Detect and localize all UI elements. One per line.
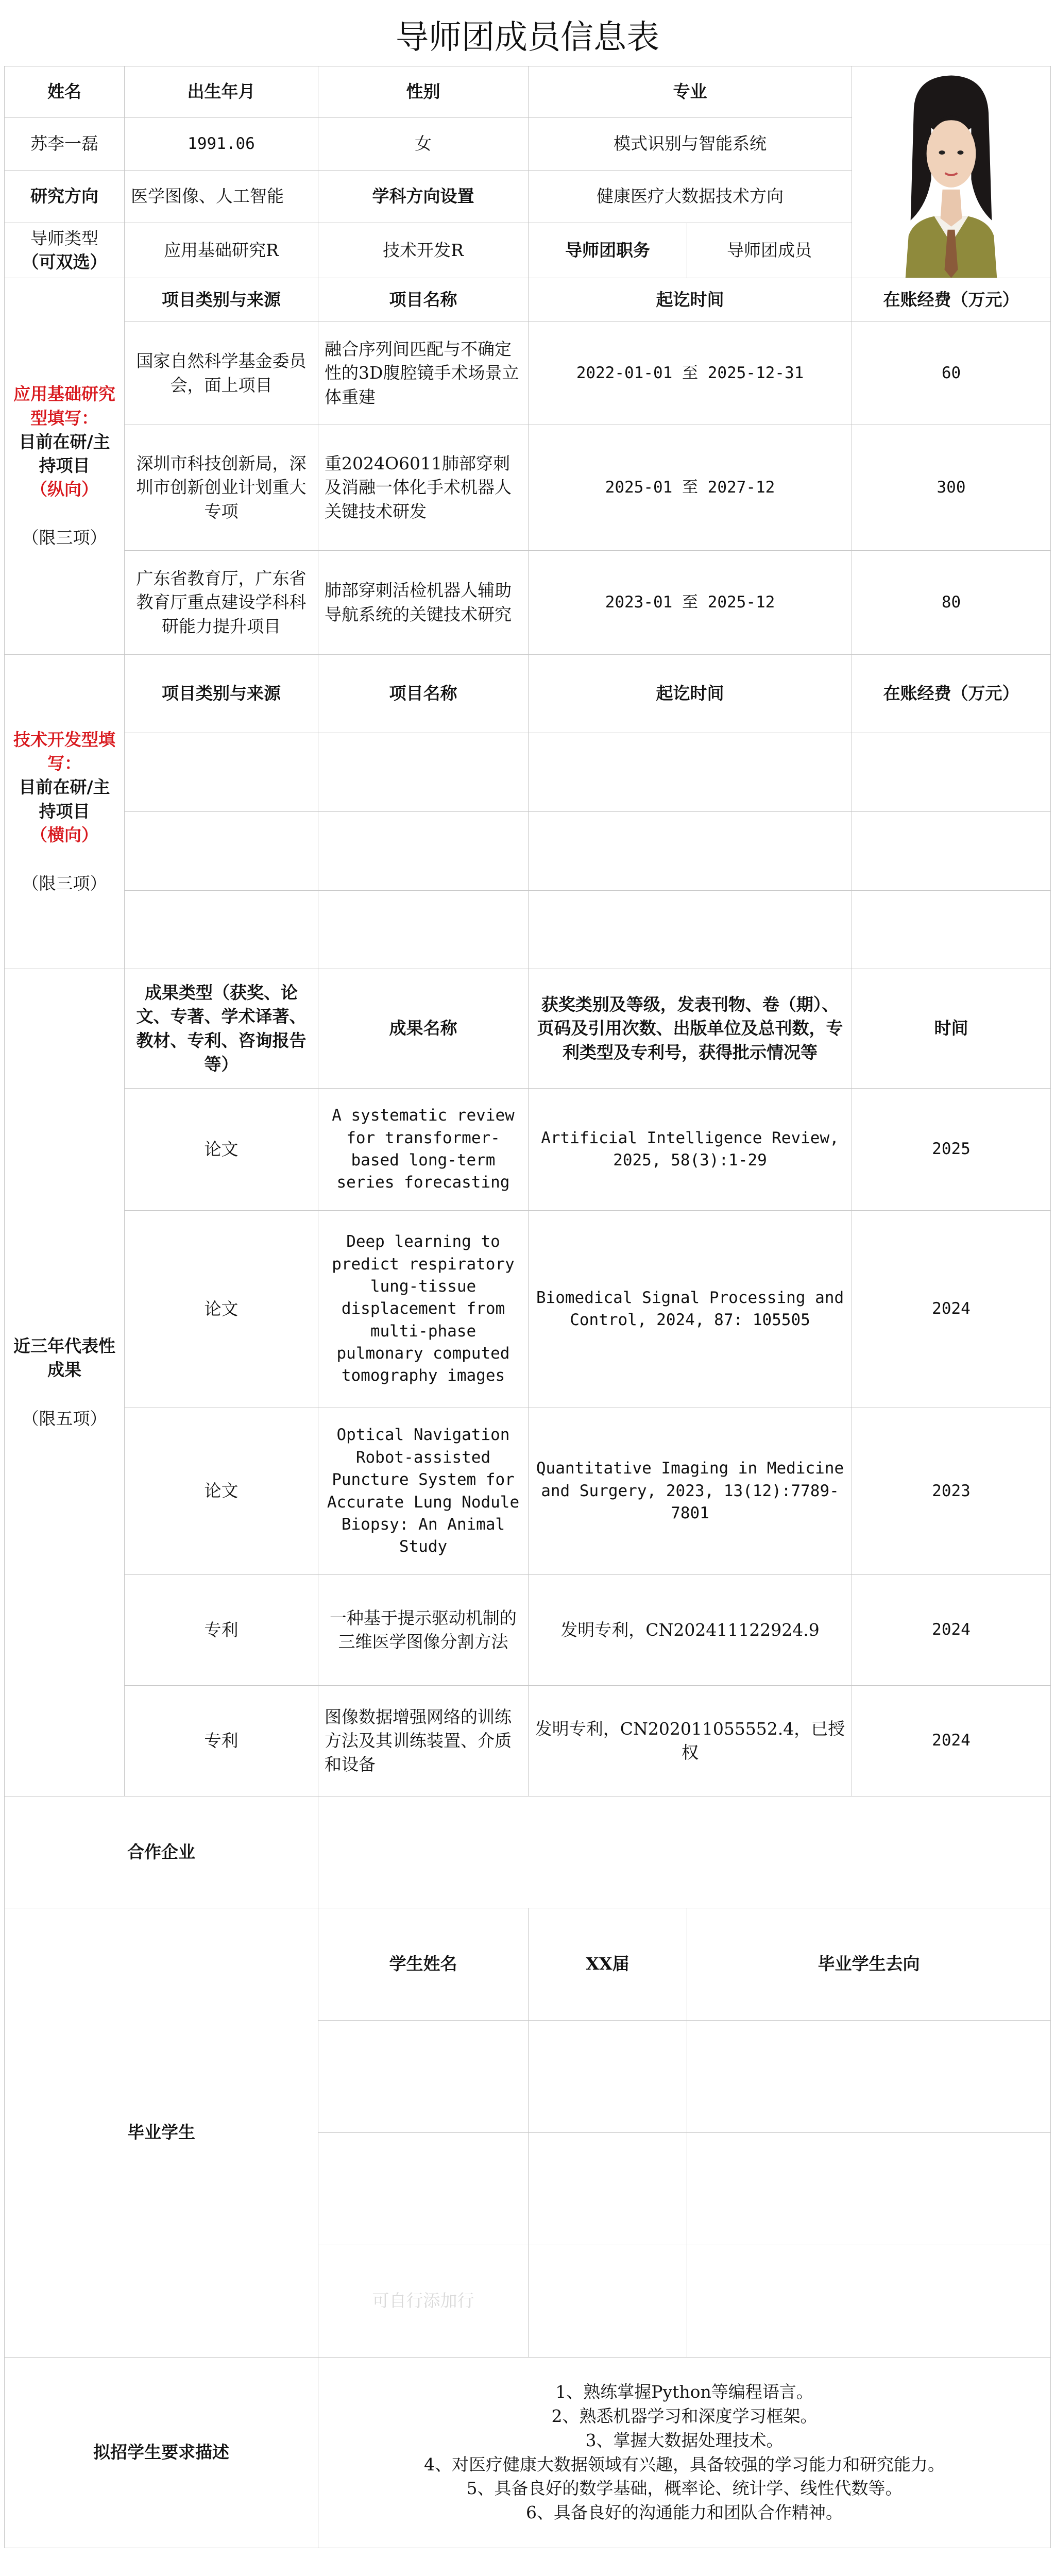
applied-row-2-period: 2025-01 至 2027-12	[529, 425, 852, 551]
tech-row-1-source[interactable]	[125, 733, 318, 812]
achievement-row-4-year: 2024	[852, 1575, 1051, 1686]
tech-row-2-source[interactable]	[125, 812, 318, 891]
achievements-header-name: 成果名称	[318, 969, 529, 1089]
major-label: 专业	[529, 66, 852, 118]
applied-row-2-name: 重2024O6011肺部穿刺及消融一体化手术机器人关键技术研发	[318, 425, 529, 551]
achievement-row-3-detail: Quantitative Imaging in Medicine and Surgery, 2023, 13(12):7789-7801	[529, 1408, 852, 1575]
tech-row-3-funds[interactable]	[852, 891, 1051, 969]
graduates-header-class: XX届	[529, 1908, 687, 2021]
applied-side-kind: （纵向）	[30, 479, 98, 500]
graduate-row-1-name[interactable]	[318, 2021, 529, 2133]
requirements-list	[318, 2358, 1051, 2548]
name-label: 姓名	[4, 66, 125, 118]
achievement-row-1-type: 论文	[125, 1089, 318, 1211]
discipline-label: 学科方向设置	[318, 171, 529, 223]
tech-header-period: 起讫时间	[529, 655, 852, 733]
achievement-row-4-name: 一种基于提示驱动机制的三维医学图像分割方法	[318, 1575, 529, 1686]
advisor-type-label-line1: 导师类型	[30, 228, 98, 248]
achievement-row-3-year: 2023	[852, 1408, 1051, 1575]
requirement-item-4: 4、对医疗健康大数据领域有兴趣，具备较强的学习能力和研究能力。	[424, 2454, 945, 2475]
achievement-row-1-year: 2025	[852, 1089, 1051, 1211]
applied-header-funds: 在账经费（万元）	[852, 278, 1051, 322]
achievements-section-label	[4, 969, 125, 1797]
achievement-row-5-type: 专利	[125, 1686, 318, 1797]
graduate-row-2-destination[interactable]	[687, 2133, 1051, 2245]
portrait-image	[852, 66, 1050, 278]
team-role-label: 导师团职务	[529, 223, 687, 278]
tech-side-subtitle: 目前在研/主持项目	[19, 777, 110, 821]
team-role-value: 导师团成员	[687, 223, 852, 278]
achievement-row-3-type: 论文	[125, 1408, 318, 1575]
applied-side-title: 应用基础研究型填写：	[13, 384, 115, 428]
graduates-header-name: 学生姓名	[318, 1908, 529, 2021]
birth-value: 1991.06	[125, 118, 318, 171]
advisor-type-option-applied: 应用基础研究R	[125, 223, 318, 278]
birth-label: 出生年月	[125, 66, 318, 118]
graduate-row-2-class[interactable]	[529, 2133, 687, 2245]
achievements-side-title: 近三年代表性成果	[13, 1336, 115, 1380]
tech-header-name: 项目名称	[318, 655, 529, 733]
achievement-row-2-type: 论文	[125, 1211, 318, 1408]
achievements-side-limit: （限五项）	[22, 1408, 107, 1429]
requirement-item-1: 1、熟练掌握Python等编程语言。	[555, 2381, 813, 2402]
graduate-row-3-class[interactable]	[529, 2245, 687, 2358]
tech-side-kind: （横向）	[30, 824, 98, 845]
applied-row-1-name: 融合序列间匹配与不确定性的3D腹腔镜手术场景立体重建	[318, 322, 529, 425]
tech-row-2-period[interactable]	[529, 812, 852, 891]
requirement-item-3: 3、掌握大数据处理技术。	[585, 2430, 784, 2450]
achievements-header-type: 成果类型（获奖、论文、专著、学术译著、教材、专利、咨询报告等）	[125, 969, 318, 1089]
achievement-row-5-detail: 发明专利，CN202011055552.4，已授权	[529, 1686, 852, 1797]
tech-row-3-name[interactable]	[318, 891, 529, 969]
gender-value: 女	[318, 118, 529, 171]
tech-row-1-name[interactable]	[318, 733, 529, 812]
achievement-row-2-year: 2024	[852, 1211, 1051, 1408]
applied-side-limit: （限三项）	[22, 528, 107, 548]
tech-row-2-funds[interactable]	[852, 812, 1051, 891]
tech-row-3-period[interactable]	[529, 891, 852, 969]
graduate-row-1-destination[interactable]	[687, 2021, 1051, 2133]
discipline-value: 健康医疗大数据技术方向	[529, 171, 852, 223]
gender-label: 性别	[318, 66, 529, 118]
achievement-row-1-name: A systematic review for transformer-based long-term series forecasting	[318, 1089, 529, 1211]
graduates-label: 毕业学生	[4, 1908, 318, 2358]
achievement-row-2-name: Deep learning to predict respiratory lung-tissue displacement from multi-phase pulmonary computed tomography images	[318, 1211, 529, 1408]
achievement-row-5-name: 图像数据增强网络的训练方法及其训练装置、介质和设备	[318, 1686, 529, 1797]
achievements-header-year: 时间	[852, 969, 1051, 1089]
applied-header-name: 项目名称	[318, 278, 529, 322]
tech-row-1-period[interactable]	[529, 733, 852, 812]
requirement-item-5: 5、具备良好的数学基础，概率论、统计学、线性代数等。	[466, 2478, 903, 2499]
graduate-add-row-hint[interactable]: 可自行添加行	[318, 2245, 529, 2358]
tech-header-source: 项目类别与来源	[125, 655, 318, 733]
major-value: 模式识别与智能系统	[529, 118, 852, 171]
applied-row-3-period: 2023-01 至 2025-12	[529, 551, 852, 655]
graduate-row-1-class[interactable]	[529, 2021, 687, 2133]
tech-row-3-source[interactable]	[125, 891, 318, 969]
graduates-header-destination: 毕业学生去向	[687, 1908, 1051, 2021]
applied-row-1-source: 国家自然科学基金委员会，面上项目	[125, 322, 318, 425]
tech-side-limit: （限三项）	[22, 873, 107, 893]
applied-side-subtitle: 目前在研/主持项目	[19, 431, 110, 476]
achievement-row-4-type: 专利	[125, 1575, 318, 1686]
graduate-row-3-destination[interactable]	[687, 2245, 1051, 2358]
member-photo	[852, 66, 1051, 278]
partner-label: 合作企业	[4, 1797, 318, 1908]
graduate-row-2-name[interactable]	[318, 2133, 529, 2245]
page-title: 导师团成员信息表	[396, 19, 659, 57]
applied-row-2-source: 深圳市科技创新局，深圳市创新创业计划重大专项	[125, 425, 318, 551]
advisor-type-label-line2: （可双选）	[22, 252, 107, 272]
research-value: 医学图像、人工智能	[125, 171, 318, 223]
tech-row-2-name[interactable]	[318, 812, 529, 891]
applied-header-source: 项目类别与来源	[125, 278, 318, 322]
tech-header-funds: 在账经费（万元）	[852, 655, 1051, 733]
requirements-label: 拟招学生要求描述	[4, 2358, 318, 2548]
requirement-item-2: 2、熟悉机器学习和深度学习框架。	[551, 2405, 818, 2426]
applied-row-1-period: 2022-01-01 至 2025-12-31	[529, 322, 852, 425]
requirement-item-6: 6、具备良好的沟通能力和团队合作精神。	[526, 2502, 843, 2523]
applied-header-period: 起讫时间	[529, 278, 852, 322]
applied-row-3-source: 广东省教育厅，广东省教育厅重点建设学科科研能力提升项目	[125, 551, 318, 655]
applied-row-2-funds: 300	[852, 425, 1051, 551]
achievements-header-detail: 获奖类别及等级，发表刊物、卷（期）、页码及引用次数、出版单位及总刊数，专利类型及专利号，获得批示情况等	[529, 969, 852, 1089]
applied-section-label	[4, 278, 125, 655]
applied-row-3-name: 肺部穿刺活检机器人辅助导航系统的关键技术研究	[318, 551, 529, 655]
advisor-type-label	[4, 223, 125, 278]
tech-section-label	[4, 655, 125, 969]
applied-row-1-funds: 60	[852, 322, 1051, 425]
achievement-row-2-detail: Biomedical Signal Processing and Control, 2024, 87: 105505	[529, 1211, 852, 1408]
partner-value[interactable]	[318, 1797, 1051, 1908]
tech-side-title: 技术开发型填写：	[13, 729, 115, 774]
achievement-row-5-year: 2024	[852, 1686, 1051, 1797]
achievement-row-1-detail: Artificial Intelligence Review, 2025, 58(3):1-29	[529, 1089, 852, 1211]
name-value: 苏李一磊	[4, 118, 125, 171]
applied-row-3-funds: 80	[852, 551, 1051, 655]
tech-row-1-funds[interactable]	[852, 733, 1051, 812]
achievement-row-4-detail: 发明专利，CN202411122924.9	[529, 1575, 852, 1686]
advisor-type-option-tech: 技术开发R	[318, 223, 529, 278]
achievement-row-3-name: Optical Navigation Robot-assisted Puncture System for Accurate Lung Nodule Biopsy: An Animal Study	[318, 1408, 529, 1575]
research-label: 研究方向	[4, 171, 125, 223]
